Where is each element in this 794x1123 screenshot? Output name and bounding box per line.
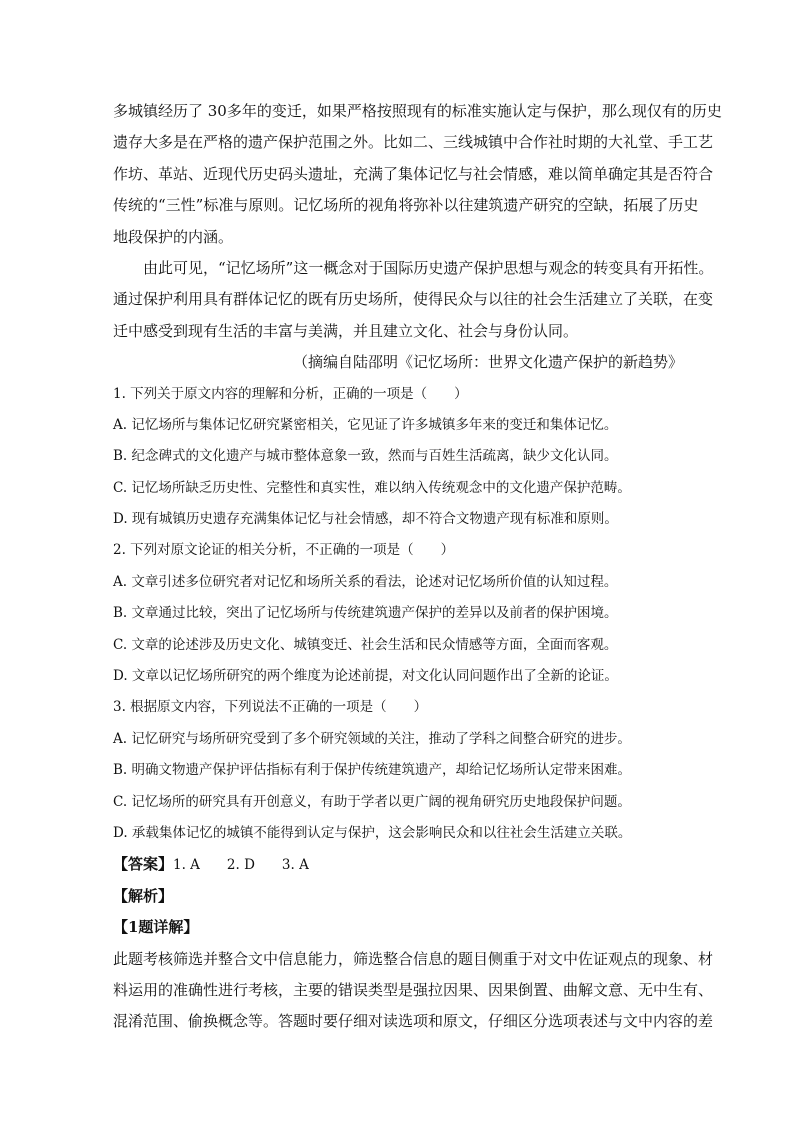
option-b: B. 明确文物遗产保护评估指标有利于保护传统建筑遗产，却给记忆场所认定带来困难。: [113, 762, 632, 779]
option-a: A. 文章引述多位研究者对记忆和场所关系的看法，论述对记忆场所价值的认知过程。: [113, 573, 618, 590]
question-2: [113, 535, 683, 692]
option-c: C. 文章的论述涉及历史文化、城镇变迁、社会生活和民众情感等方面，全面而客观。: [113, 636, 618, 653]
text-line: 地段保护的内涵。: [113, 227, 234, 246]
option-c: C. 记忆场所的研究具有开创意义，有助于学者以更广阔的视角研究历史地段保护问题。: [113, 793, 631, 810]
option-a: A. 记忆研究与场所研究受到了多个研究领域的关注，推动了学科之间整合研究的进步。: [113, 730, 631, 747]
question-stem: 2. 下列对原文论证的相关分析，不正确的一项是（ ）: [113, 542, 455, 559]
question-stem: 1. 下列关于原文内容的理解和分析，正确的一项是（ ）: [113, 385, 468, 402]
question-stem: 3. 根据原文内容，下列说法不正确的一项是（ ）: [113, 699, 428, 716]
text-line: 作坊、革站、近现代历史码头遗址，充满了集体记忆与社会情感，难以简单确定其是否符合: [113, 164, 714, 183]
option-d: D. 文章以记忆场所研究的两个维度为论述前提，对文化认同问题作出了全新的论证。: [113, 668, 618, 685]
question-1: [113, 379, 683, 536]
text-line: 遗存大多是在严格的遗产保护范围之外。比如二、三线城镇中合作社时期的大礼堂、手工艺: [113, 133, 714, 152]
answer-label: 【答案】: [113, 855, 174, 874]
option-b: B. 纪念碑式的文化遗产与城市整体意象一致，然而与百姓生活疏离，缺少文化认同。: [113, 448, 618, 465]
text-line: 迁中感受到现有生活的丰富与美满，并且建立文化、社会与身份认同。: [113, 321, 579, 340]
paragraph-conclusion: [113, 253, 714, 347]
analysis-label: 【解析】: [113, 886, 174, 905]
option-d: D. 承载集体记忆的城镇不能得到认定与保护，这会影响民众和以往社会生活建立关联。: [113, 824, 632, 841]
paragraph-continuation: [113, 96, 722, 253]
text-line: 混淆范围、偷换概念等。答题时要仔细对读选项和原文，仔细区分选项表述与文中内容的差: [113, 1012, 714, 1031]
text-line: 此题考核筛选并整合文中信息能力，筛选整合信息的题目侧重于对文中佐证观点的现象、材: [113, 949, 714, 968]
source-citation: （摘编自陆邵明《记忆场所：世界文化遗产保护的新趋势》: [292, 353, 683, 372]
text-line: 多城镇经历了 30多年的变迁，如果严格按照现有的标准实施认定与保护，那么现仅有的历史: [113, 102, 722, 120]
answer-line: [113, 849, 683, 880]
document-body: [113, 96, 722, 1038]
text-line: 料运用的准确性进行考核，主要的错误类型是强拉因果、因果倒置、曲解文意、无中生有、: [113, 980, 714, 999]
text-line: 通过保护利用具有群体记忆的既有历史场所，使得民众与以往的社会生活建立了关联，在变: [113, 290, 714, 309]
text-line: 由此可见，“记忆场所”这一概念对于国际历史遗产保护思想与观念的转变具有开拓性。: [143, 258, 714, 277]
detail-paragraph: [113, 944, 714, 1038]
option-c: C. 记忆场所缺乏历史性、完整性和真实性，难以纳入传统观念中的文化遗产保护范畴。: [113, 479, 631, 496]
option-b: B. 文章通过比较，突出了记忆场所与传统建筑遗产保护的差异以及前者的保护困境。: [113, 605, 618, 622]
answer-text: 1. A 2. D 3. A: [173, 857, 309, 874]
detail-label: 【1题详解】: [113, 918, 199, 937]
option-d: D. 现有城镇历史遗存充满集体记忆与社会情感，却不符合文物遗产现有标准和原则。: [113, 511, 618, 528]
question-3: [113, 692, 683, 849]
text-line: 传统的“三性”标准与原则。记忆场所的视角将弥补以往建筑遗产研究的空缺，拓展了历史: [113, 196, 699, 215]
option-a: A. 记忆场所与集体记忆研究紧密相关，它见证了许多城镇多年来的变迁和集体记忆。: [113, 416, 618, 433]
